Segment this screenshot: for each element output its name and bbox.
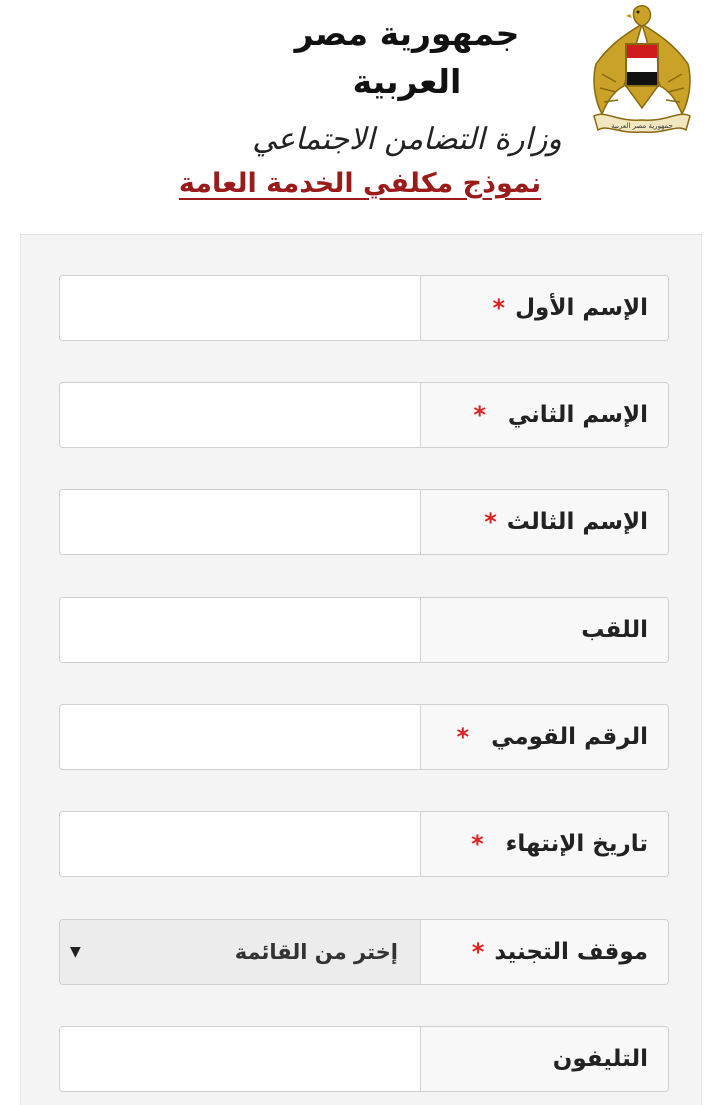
required-marker: * <box>492 294 506 322</box>
field-first-name <box>59 275 669 341</box>
form-title: نموذج مكلفي الخدمة العامة <box>178 168 542 199</box>
form-area <box>20 234 702 1105</box>
expiry-date-input[interactable] <box>60 812 420 876</box>
field-national-id <box>59 704 669 770</box>
select-value: إختر من القائمة <box>234 940 398 964</box>
field-label: التليفون <box>420 1027 668 1091</box>
field-label: الإسم الثاني * <box>420 383 668 447</box>
field-label: اللقب <box>420 598 668 662</box>
field-label: الإسم الأول * <box>420 276 668 340</box>
field-phone <box>59 1026 669 1092</box>
second-name-input[interactable] <box>60 383 420 447</box>
required-marker: * <box>456 723 470 751</box>
field-military-status <box>59 919 669 985</box>
field-surname <box>59 597 669 663</box>
required-marker: * <box>471 938 485 966</box>
caret-down-icon: ▼ <box>70 944 81 960</box>
field-expiry-date <box>59 811 669 877</box>
phone-input[interactable] <box>60 1027 420 1091</box>
page-header <box>0 0 720 157</box>
field-label: الإسم الثالث * <box>420 490 668 554</box>
required-marker: * <box>471 830 484 858</box>
military-status-select[interactable] <box>60 920 420 984</box>
field-label: تاريخ الإنتهاء * <box>420 812 668 876</box>
surname-input[interactable] <box>60 598 420 662</box>
header-text <box>242 10 572 166</box>
required-marker: * <box>484 508 497 536</box>
country-name: جمهورية مصر العربية <box>294 14 520 101</box>
svg-text:جمهورية مصر العربية: جمهورية مصر العربية <box>611 122 673 130</box>
field-label: الرقم القومي * <box>420 705 668 769</box>
national-id-input[interactable] <box>60 705 420 769</box>
first-name-input[interactable] <box>60 276 420 340</box>
field-second-name <box>59 382 669 448</box>
field-third-name <box>59 489 669 555</box>
field-label: موقف التجنيد * <box>420 920 668 984</box>
third-name-input[interactable] <box>60 490 420 554</box>
ministry-name: وزارة التضامن الاجتماعي <box>252 122 562 157</box>
required-marker: * <box>473 401 486 429</box>
egypt-eagle-emblem-icon <box>586 4 698 136</box>
